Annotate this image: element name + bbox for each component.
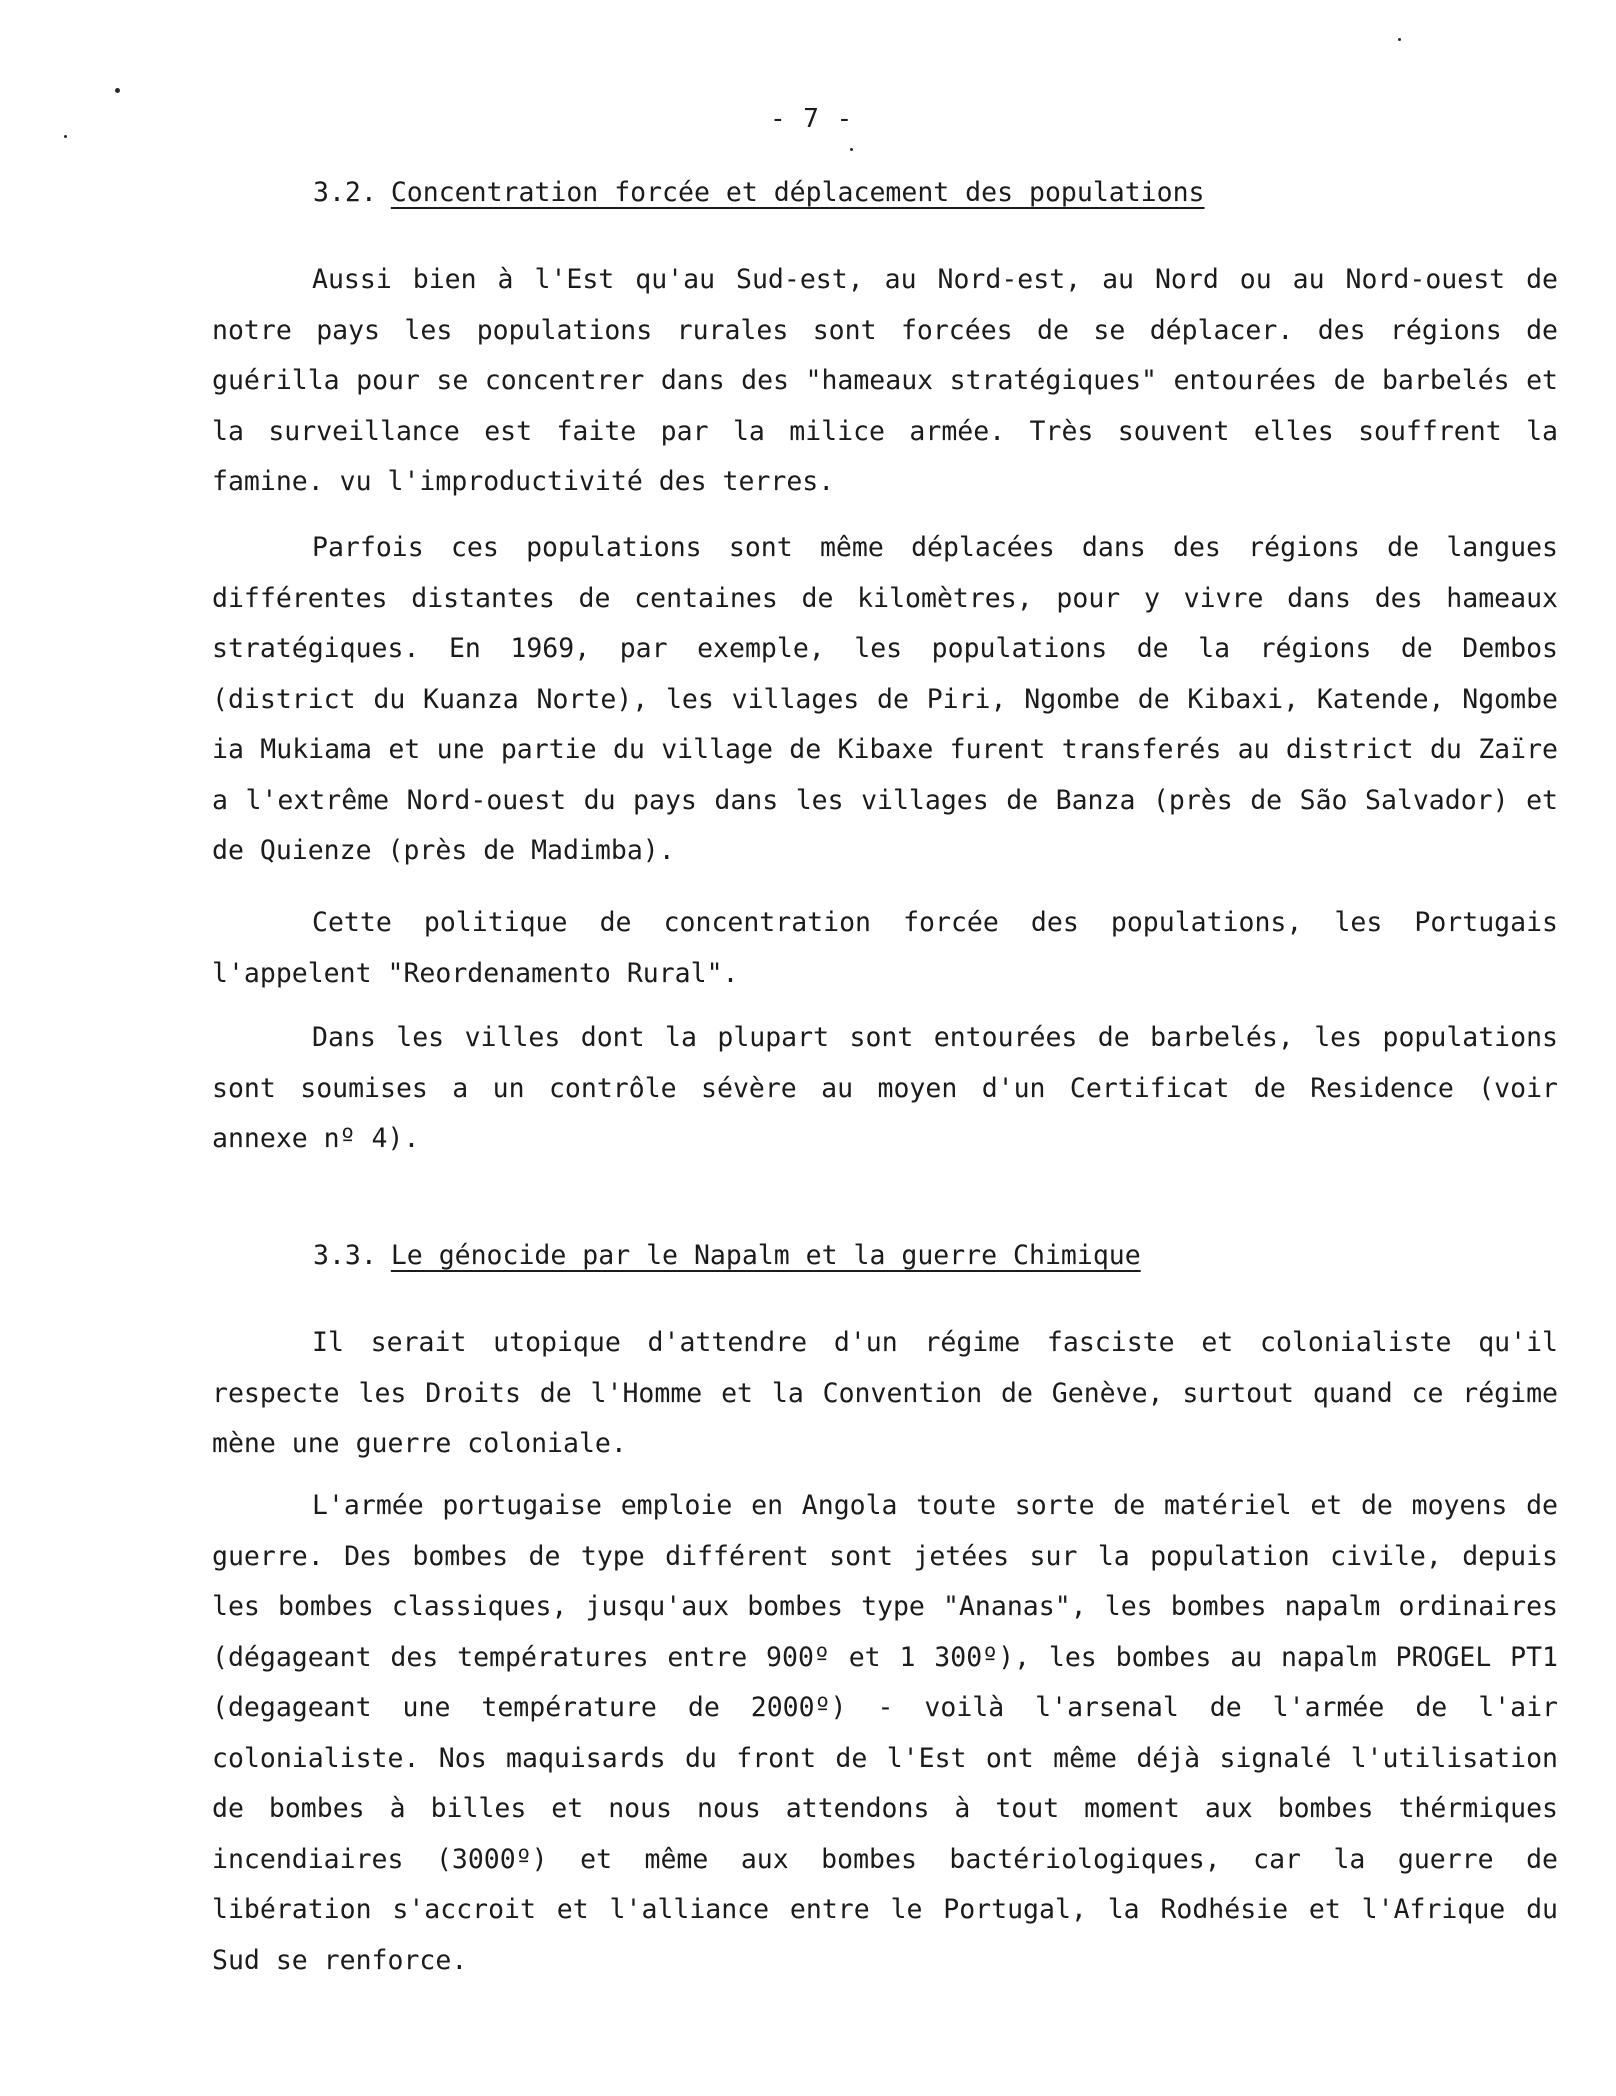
section-title: Le génocide par le Napalm et la guerre Chimique xyxy=(390,1240,1141,1271)
paragraph: Aussi bien à l'Est qu'au Sud-est, au Nord-est, au Nord ou au Nord-ouest de notre pays les populations rurales sont forcées de se déplacer. des régions de guérilla pour se concentrer dans des "hameaux stratégiques" entourées de barbelés et la surveillance est faite par la milice armée. Très souvent elles souffrent la famine. vu l'improductivité des terres. xyxy=(212,264,1558,497)
paragraph: Cette politique de concentration forcée des populations, les Portugais l'appelent "Reordenamento Rural". xyxy=(212,907,1558,989)
paragraph: L'armée portugaise emploie en Angola toute sorte de matériel et de moyens de guerre. Des bombes de type différent sont jetées sur la population civile, depuis les bombes classiques, jusqu'aux bombes type "Ananas", les bombes napalm ordinaires (dégageant des températures entre 900º et 1 300º), les bombes au napalm PROGEL PT1 (degageant une température de 2000º) - voilà l'arsenal de l'armée de l'air colonialiste. Nos maquisards du front de l'Est ont même déjà signalé l'utilisation de bombes à billes et nous nous attendons à tout moment aux bombes thérmiques incendiaires (3000º) et même aux bombes bactériologiques, car la guerre de libération s'accroit et l'alliance entre le Portugal, la Rodhésie et l'Afrique du Sud se renforce. xyxy=(212,1490,1558,1976)
section-number: 3.3. xyxy=(313,1240,377,1271)
paragraph: Parfois ces populations sont même déplacées dans des régions de langues différentes distantes de centaines de kilomètres, pour y vivre dans des hameaux stratégiques. En 1969, par exemple, les populations de la régions de Dembos (district du Kuanza Norte), les villages de Piri, Ngombe de Kibaxi, Katende, Ngombe ia Mukiama et une partie du village de Kibaxe furent transferés au district du Zaïre a l'extrême Nord-ouest du pays dans les villages de Banza (près de São Salvador) et de Quienze (près de Madimba). xyxy=(212,532,1558,866)
scan-speck xyxy=(850,148,853,151)
paragraph: Il serait utopique d'attendre d'un régime fasciste et colonialiste qu'il respecte les Droits de l'Homme et la Convention de Genève, surtout quand ce régime mène une guerre coloniale. xyxy=(212,1327,1558,1459)
paragraph: Dans les villes dont la plupart sont entourées de barbelés, les populations sont soumises a un contrôle sévère au moyen d'un Certificat de Residence (voir annexe nº 4). xyxy=(212,1022,1558,1154)
section-heading-3-2 xyxy=(313,177,1205,208)
section-number: 3.2. xyxy=(313,177,377,208)
section-title: Concentration forcée et déplacement des populations xyxy=(390,177,1205,208)
section-heading-3-3 xyxy=(313,1240,1141,1271)
page-number: - 7 - xyxy=(770,104,854,134)
scan-speck xyxy=(115,88,120,93)
scan-speck xyxy=(64,135,67,138)
scan-speck xyxy=(1398,38,1401,41)
